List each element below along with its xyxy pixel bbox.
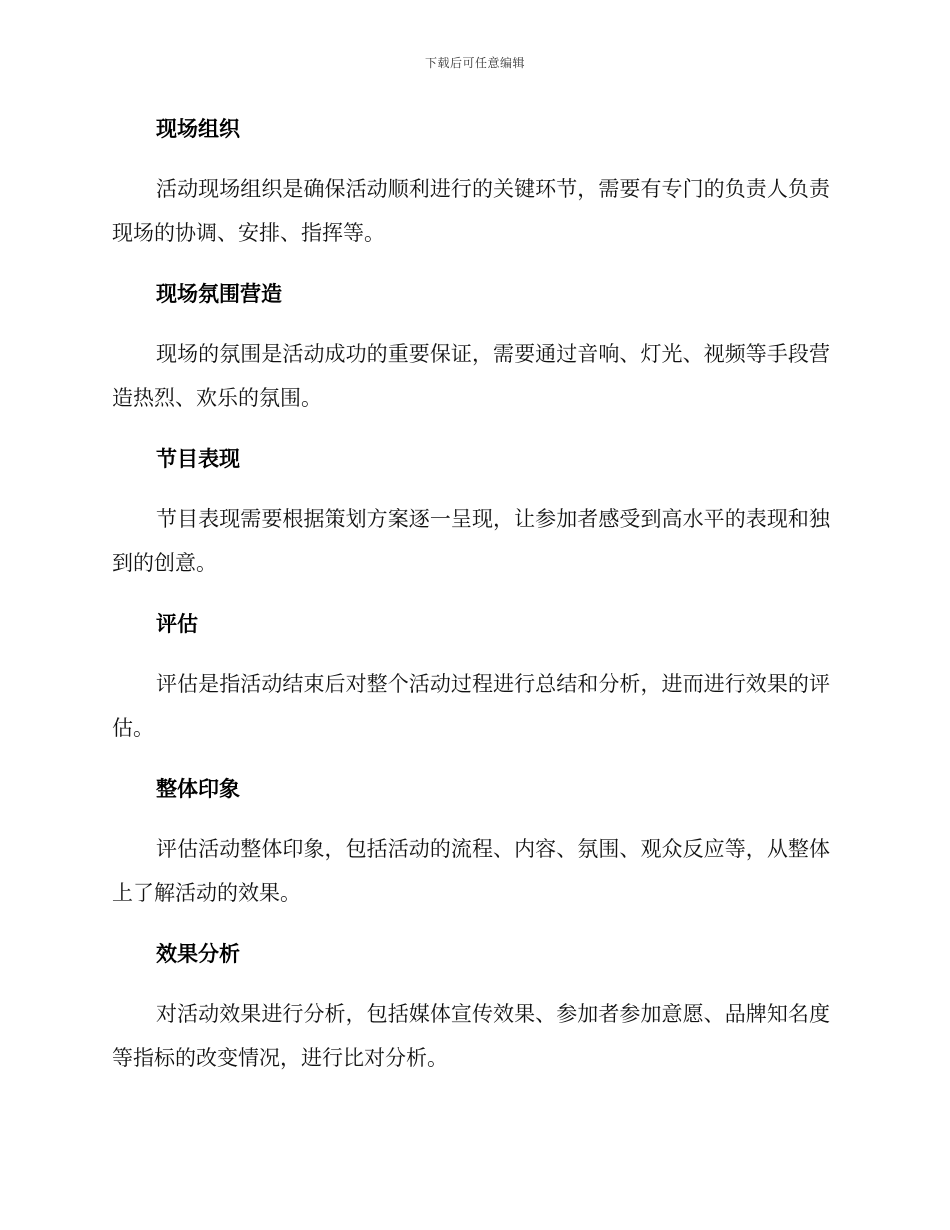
section-evaluation	[112, 608, 830, 750]
section-onsite-organization	[112, 113, 830, 255]
section-overall-impression	[112, 773, 830, 915]
section-paragraph: 评估是指活动结束后对整个活动过程进行总结和分析，进而进行效果的评估。	[112, 672, 830, 740]
page-header-note: 下载后可任意编辑	[424, 56, 525, 70]
section-paragraph: 活动现场组织是确保活动顺利进行的关键环节，需要有专门的负责人负责现场的协调、安排、指挥等。	[112, 177, 830, 245]
section-program-performance	[112, 443, 830, 585]
section-paragraph: 对活动效果进行分析，包括媒体宣传效果、参加者参加意愿、品牌知名度等指标的改变情况，进行比对分析。	[112, 1002, 830, 1070]
section-atmosphere	[112, 278, 830, 420]
section-heading: 整体印象	[156, 777, 240, 801]
section-effect-analysis	[112, 938, 830, 1080]
section-heading: 现场氛围营造	[156, 282, 282, 306]
section-paragraph: 评估活动整体印象，包括活动的流程、内容、氛围、观众反应等，从整体上了解活动的效果。	[112, 837, 830, 905]
section-heading: 评估	[156, 612, 198, 636]
document-body	[112, 113, 830, 1103]
section-paragraph: 现场的氛围是活动成功的重要保证，需要通过音响、灯光、视频等手段营造热烈、欢乐的氛围。	[112, 342, 830, 410]
section-heading: 节目表现	[156, 447, 240, 471]
section-heading: 现场组织	[156, 117, 240, 141]
section-paragraph: 节目表现需要根据策划方案逐一呈现，让参加者感受到高水平的表现和独到的创意。	[112, 507, 830, 575]
section-heading: 效果分析	[156, 942, 240, 966]
